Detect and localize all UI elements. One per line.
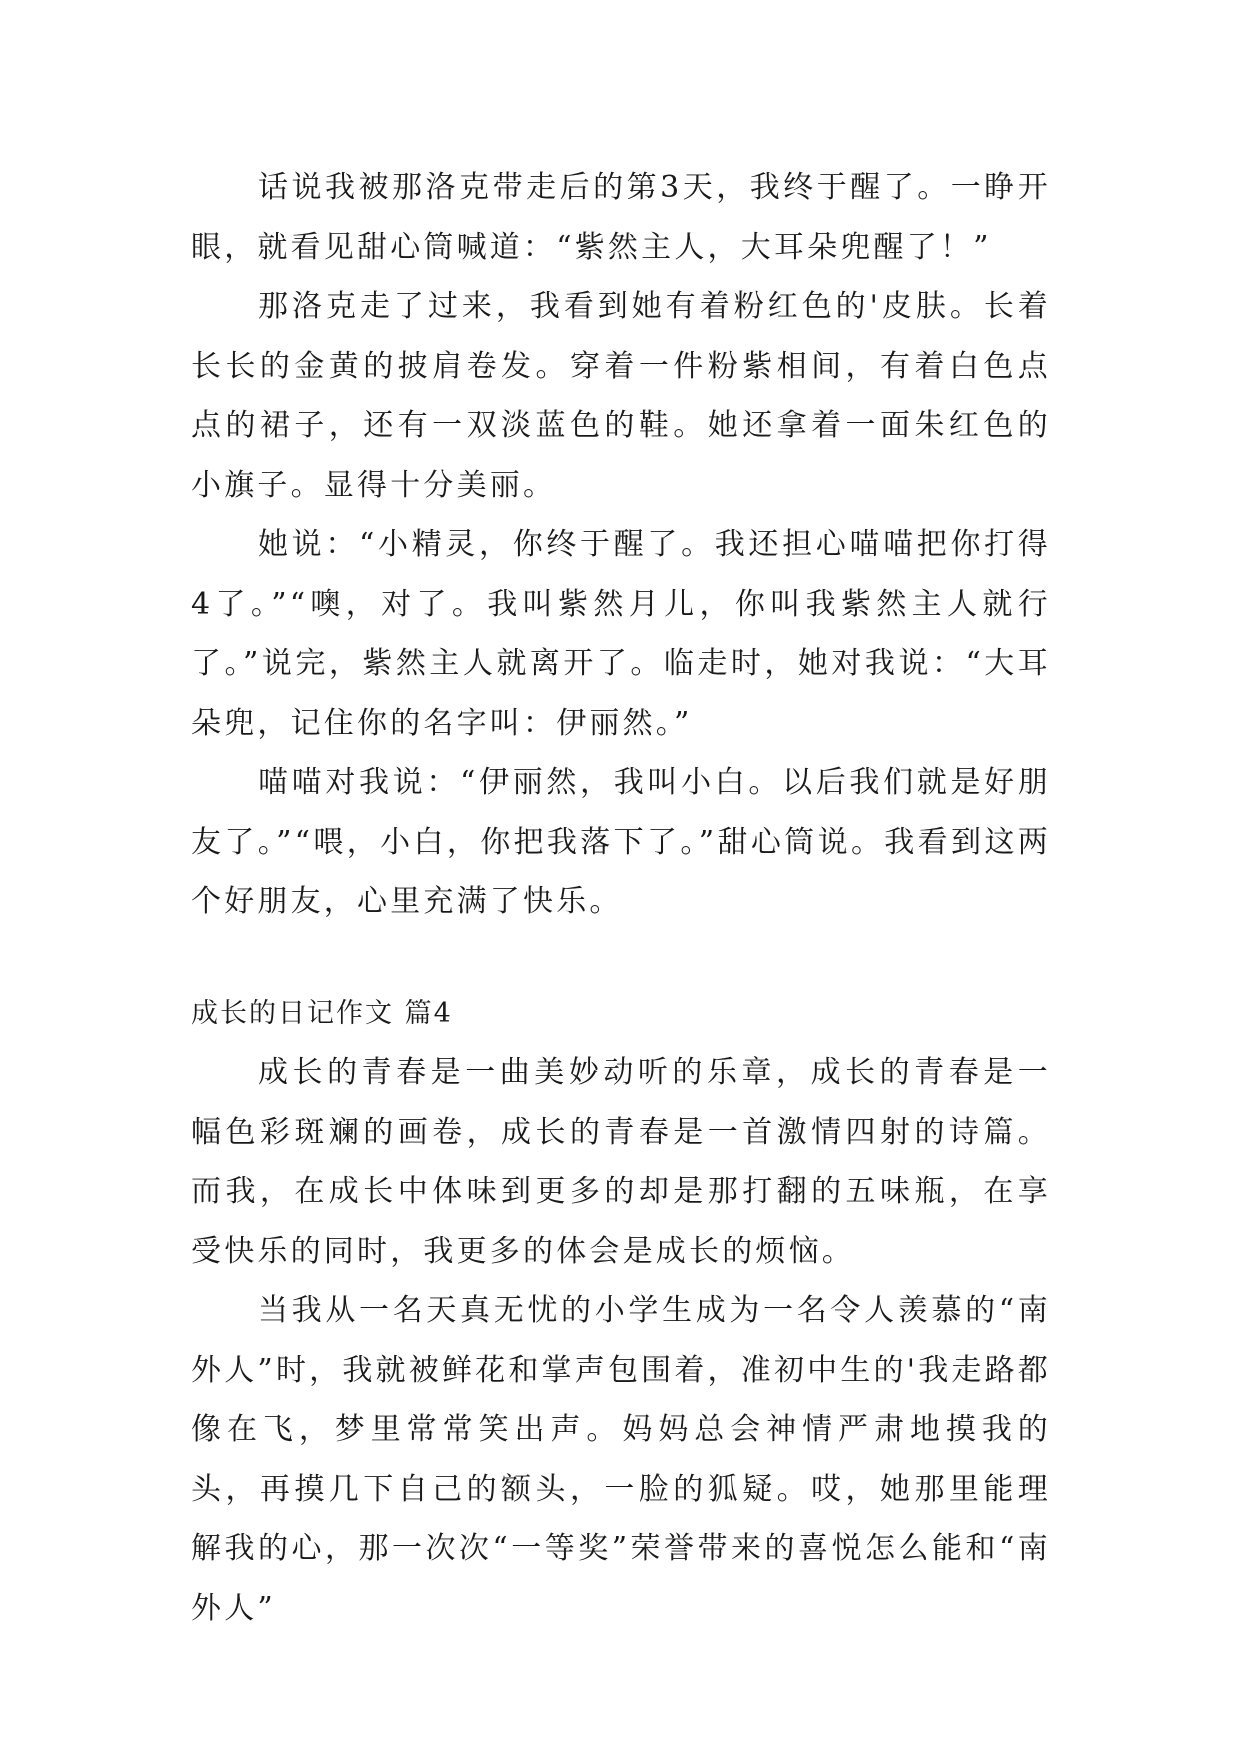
document-body <box>191 158 1051 1638</box>
paragraph-5: 成长的青春是一曲美妙动听的乐章，成长的青春是一幅色彩斑斓的画卷，成长的青春是一首激情四射的诗篇。而我，在成长中体味到更多的却是那打翻的五味瓶，在享受快乐的同时，我更多的体会是成长的烦恼。 <box>191 1055 1051 1269</box>
paragraph-3: 她说：“小精灵，你终于醒了。我还担心喵喵把你打得4了。”“噢，对了。我叫紫然月儿，你叫我紫然主人就行了。”说完，紫然主人就离开了。临走时，她对我说：“大耳朵兜，记住你的名字叫：伊丽然。” <box>191 527 1051 741</box>
paragraph-4: 喵喵对我说：“伊丽然，我叫小白。以后我们就是好朋友了。”“喂，小白，你把我落下了。”甜心筒说。我看到这两个好朋友，心里充满了快乐。 <box>191 765 1051 919</box>
section-heading: 成长的日记作文 篇4 <box>191 997 453 1029</box>
paragraph-2: 那洛克走了过来，我看到她有着粉红色的'皮肤。长着长长的金黄的披肩卷发。穿着一件粉紫相间，有着白色点点的裙子，还有一双淡蓝色的鞋。她还拿着一面朱红色的小旗子。显得十分美丽。 <box>191 289 1051 503</box>
paragraph-6: 当我从一名天真无忧的小学生成为一名令人羡慕的“南外人”时，我就被鲜花和掌声包围着，准初中生的'我走路都像在飞，梦里常常笑出声。妈妈总会神情严肃地摸我的头，再摸几下自己的额头，一脸的狐疑。哎，她那里能理解我的心，那一次次“一等奖”荣誉带来的喜悦怎么能和“南外人” <box>191 1293 1051 1626</box>
paragraph-1: 话说我被那洛克带走后的第3天，我终于醒了。一睁开眼，就看见甜心筒喊道：“紫然主人，大耳朵兜醒了！” <box>191 170 1051 265</box>
